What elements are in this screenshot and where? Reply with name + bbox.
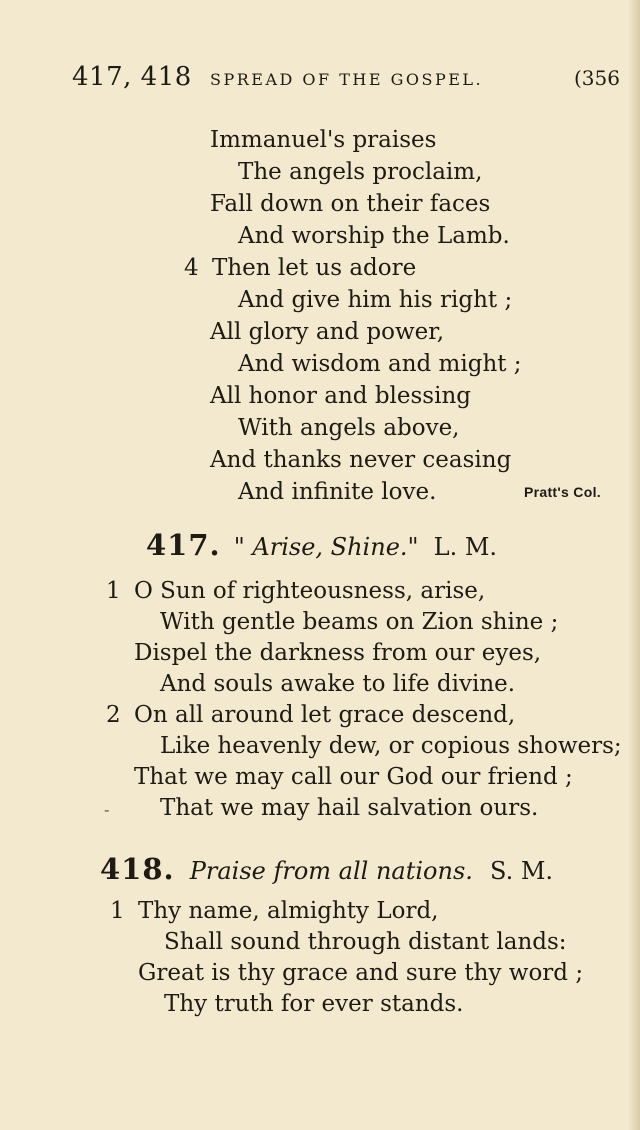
verse-line: That we may call our God our friend ;: [134, 764, 573, 790]
hymn-title: Praise from all nations.: [189, 857, 473, 885]
running-header: [72, 62, 632, 98]
verse-line: Immanuel's praises: [210, 127, 437, 153]
hymn-417-heading: [146, 528, 497, 562]
verse-line: All honor and blessing: [210, 383, 472, 409]
hymn-number: 417.: [146, 528, 221, 562]
hymn-418-heading: [100, 852, 553, 886]
hymn-meter: S. M.: [490, 857, 554, 885]
verse-line: And thanks never ceasing: [210, 447, 512, 473]
verse-line: Fall down on their faces: [210, 191, 491, 217]
stanza-number: 4: [184, 255, 199, 281]
verse-line: O Sun of righteousness, arise,: [134, 578, 486, 604]
verse-line: On all around let grace descend,: [134, 702, 516, 728]
verse-line: Thy truth for ever stands.: [164, 991, 464, 1017]
header-page-number: (356: [574, 66, 620, 90]
verse-line: Dispel the darkness from our eyes,: [134, 640, 542, 666]
hymn-meter: L. M.: [433, 533, 498, 561]
verse-line: That we may hail salvation ours.: [160, 795, 539, 821]
verse-line: Then let us adore: [212, 255, 417, 281]
verse-line: And wisdom and might ;: [238, 351, 522, 377]
verse-line: And worship the Lamb.: [238, 223, 510, 249]
verse-line: Shall sound through distant lands:: [164, 929, 567, 955]
attribution: Pratt's Col.: [524, 484, 601, 500]
stanza-number: 1: [106, 578, 121, 604]
verse-line: The angels proclaim,: [238, 159, 483, 185]
verse-line: And souls awake to life divine.: [160, 671, 516, 697]
header-hymn-numbers: 417, 418: [72, 62, 192, 92]
hymn-title: " Arise, Shine.": [233, 533, 419, 561]
print-mark: ‐: [104, 800, 110, 819]
hymn-number: 418.: [100, 852, 175, 886]
page-edge: [628, 0, 640, 1130]
verse-line: With gentle beams on Zion shine ;: [160, 609, 559, 635]
verse-line: With angels above,: [238, 415, 460, 441]
verse-line: All glory and power,: [210, 319, 445, 345]
verse-line: Great is thy grace and sure thy word ;: [138, 960, 584, 986]
verse-line: Thy name, almighty Lord,: [138, 898, 439, 924]
verse-line: Like heavenly dew, or copious showers;: [160, 733, 622, 759]
verse-line: And infinite love.: [238, 479, 437, 505]
verse-line: And give him his right ;: [238, 287, 513, 313]
header-title: SPREAD OF THE GOSPEL.: [210, 70, 484, 89]
stanza-number: 1: [110, 898, 125, 924]
stanza-number: 2: [106, 702, 121, 728]
